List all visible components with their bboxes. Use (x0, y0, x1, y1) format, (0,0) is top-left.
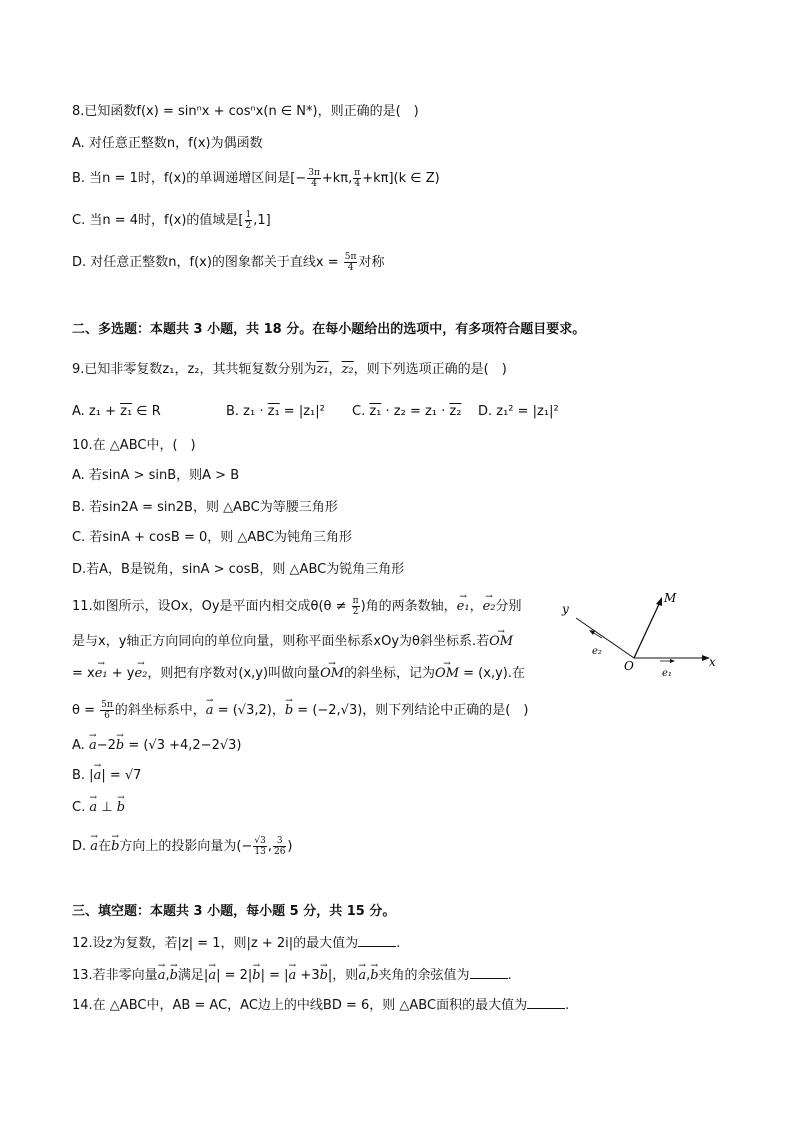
fraction: $\frac{\pi}{4}$ (354, 168, 361, 189)
q8-stem: 8.已知函数f(x) = sinⁿx + cosⁿx(n ∈ N*)，则正确的是( ) (72, 104, 419, 119)
q9-option-b: B. z₁ · z₁ = |z₁|² (226, 404, 325, 419)
q14: 14.在 △ABC中，AB = AC，AC边上的中线BD = 6，则 △ABC面积的最大值为 . (72, 998, 570, 1013)
answer-blank (358, 934, 396, 947)
fraction: $\frac{5\pi}{6}$ (101, 700, 113, 721)
q8-option-d: D. 对任意正整数n，f(x)的图象都关于直线x = $\frac{5\pi}{4}$ 对称 (72, 252, 385, 273)
e2-label: e₂ (592, 646, 602, 657)
fraction: $\frac{3\pi}{4}$ (308, 168, 320, 189)
q8-option-b: B. 当n = 1时，f(x)的单调递增区间是[− $\frac{3\pi}{4}$ +kπ, $\frac{\pi}{4}$ +kπ](k ∈ Z) (72, 168, 440, 189)
answer-blank (470, 966, 508, 979)
q10-stem: 10.在 △ABC中，( ) (72, 438, 196, 453)
fraction: $\frac{\pi}{2}$ (352, 596, 359, 617)
oblique-axes-figure (556, 588, 726, 680)
fraction: $\frac{√3}{13}$ (254, 836, 266, 857)
fraction: $\frac{3}{26}$ (273, 836, 286, 857)
origin-label: O (624, 659, 634, 673)
om-vector-line (634, 602, 660, 658)
q10-option-b: B. 若sin2A = sin2B，则 △ABC为等腰三角形 (72, 500, 338, 515)
q9-option-d: D. z₁² = |z₁|² (478, 404, 559, 419)
section-2-heading: 二、多选题：本题共 3 小题，共 18 分。在每小题给出的选项中，有多项符合题目要求。 (72, 322, 586, 337)
y-axis-line (576, 618, 634, 658)
q11-option-d: D. → a在→ b方向上的投影向量为(− $\frac{√3}{13}$ , $\frac{3}{26}$ ) (72, 836, 293, 857)
q10-option-d: D.若A，B是锐角，sinA > cosB，则 △ABC为锐角三角形 (72, 562, 405, 577)
q8-option-c: C. 当n = 4时，f(x)的值域是[ $\frac{1}{2}$ ,1] (72, 210, 271, 231)
y-axis-label: y (562, 602, 569, 616)
e1-arrowhead (670, 659, 675, 663)
om-arrowhead (656, 597, 662, 606)
fraction: $\frac{5\pi}{4}$ (344, 252, 357, 273)
q10-option-c: C. 若sinA + cosB = 0，则 △ABC为钝角三角形 (72, 530, 353, 545)
q11-line-3: = x→ e₁ + y→ e₂，则把有序数对(x,y)叫做向量→ OM的斜坐标，记为→ OM = (x,y).在 (72, 664, 525, 684)
section-3-heading: 三、填空题：本题共 3 小题，每小题 5 分，共 15 分。 (72, 904, 396, 919)
q9-option-c: C. z₁ · z₂ = z₁ · z₂ (352, 404, 462, 419)
q11-line-1: 11.如图所示，设Ox，Oy是平面内相交成θ(θ ≠ $\frac{\pi}{2}$ )角的两条数轴，→ e₁，→ e₂分别 (72, 596, 522, 617)
q12: 12.设z为复数，若|z| = 1，则|z + 2i|的最大值为 . (72, 936, 401, 951)
answer-blank (527, 996, 565, 1009)
q9-option-a: A. z₁ + z₁ ∈ R (72, 404, 161, 419)
q11-option-a: A. → a−2→ b = (√3 +4,2−2√3) (72, 736, 241, 756)
q13: 13.若非零向量→ a,→ b满足|→ a| = 2|→ b| = |→ a +3→ b|，则→ a,→ b夹角的余弦值为 . (72, 966, 512, 986)
fraction: $\frac{1}{2}$ (245, 210, 252, 231)
q11-line-2: 是与x，y轴正方向同向的单位向量，则称平面坐标系xOy为θ斜坐标系.若→ OM (72, 632, 513, 652)
q11-line-4: θ = $\frac{5\pi}{6}$ 的斜坐标系中，→ a = (√3,2)，→ b = (−2,√3)，则下列结论中正确的是( ) (72, 700, 528, 721)
q11-option-b: B. |→ a| = √7 (72, 766, 141, 786)
point-m-label: M (664, 591, 677, 605)
q10-option-a: A. 若sinA > sinB，则A > B (72, 468, 240, 483)
q11-option-c: C. → a ⊥ → b (72, 798, 125, 818)
q9-stem: 9.已知非零复数z₁，z₂，其共轭复数分别为z₁，z₂，则下列选项正确的是( ) (72, 362, 507, 377)
x-axis-label: x (709, 655, 716, 669)
q8-option-a: A. 对任意正整数n，f(x)为偶函数 (72, 136, 263, 151)
e1-label: e₁ (662, 668, 672, 679)
